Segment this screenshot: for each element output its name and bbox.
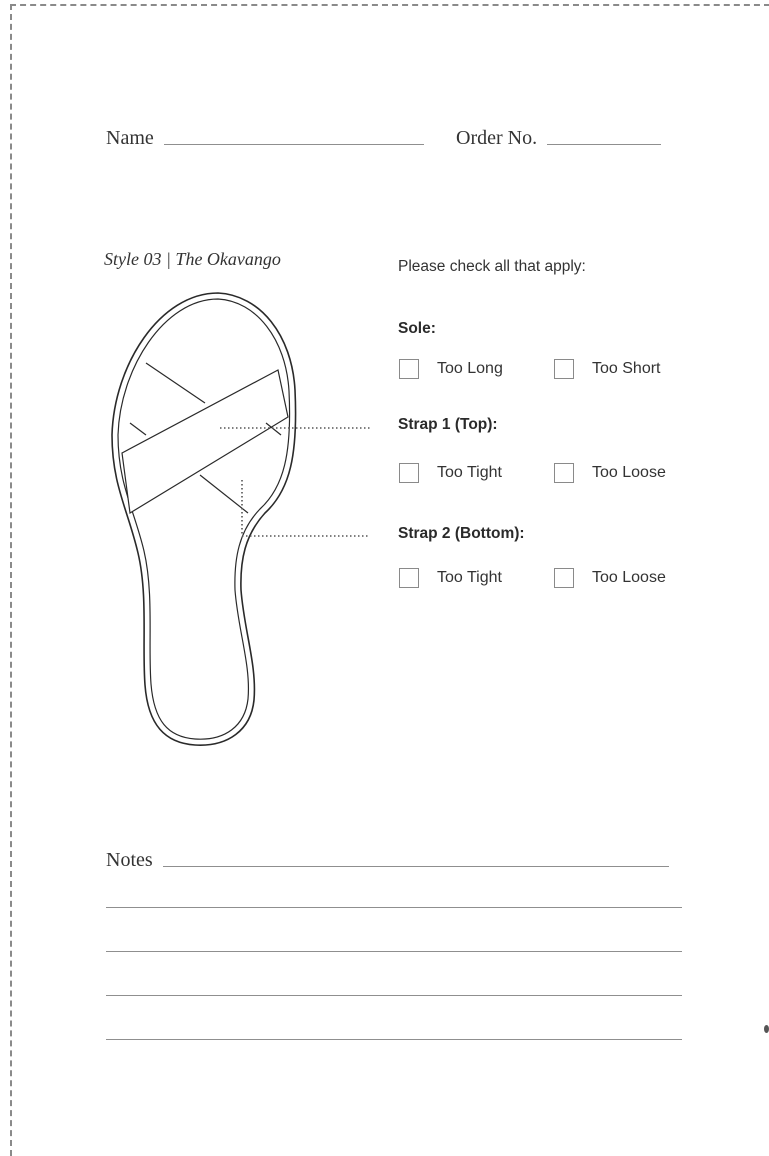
name-label: Name [106,127,154,149]
strap1-too-tight-label: Too Tight [437,464,502,481]
sole-too-short-label: Too Short [592,360,661,377]
edge-mark [764,1025,769,1033]
strap1-section-label: Strap 1 (Top): [398,416,498,433]
style-title: Style 03 | The Okavango [104,249,281,269]
strap-2-edge-a [146,363,205,403]
name-field[interactable] [106,128,424,148]
strap2-too-tight-label: Too Tight [437,569,502,586]
strap-2-edge-b [130,423,146,435]
strap1-too-tight-checkbox[interactable] [399,463,419,483]
strap2-too-loose-option[interactable] [554,568,666,588]
strap1-too-loose-option[interactable] [554,463,666,483]
notes-line-4[interactable] [106,995,682,996]
order-number-label: Order No. [456,127,538,149]
sole-too-short-option[interactable] [554,359,660,379]
notes-line-1[interactable] [163,866,669,867]
strap1-too-loose-checkbox[interactable] [554,463,574,483]
sole-too-long-label: Too Long [437,360,503,377]
notes-field[interactable] [106,850,669,870]
strap2-too-tight-checkbox[interactable] [399,568,419,588]
sole-too-long-option[interactable] [399,359,503,379]
strap1-too-tight-option[interactable] [399,463,502,483]
strap2-section-label: Strap 2 (Bottom): [398,525,525,542]
sole-section-label: Sole: [398,320,436,337]
instructions: Please check all that apply: [398,258,586,275]
order-number-field[interactable] [456,128,661,148]
name-line[interactable] [164,144,424,145]
strap2-too-loose-checkbox[interactable] [554,568,574,588]
sole-too-long-checkbox[interactable] [399,359,419,379]
notes-line-3[interactable] [106,951,682,952]
strap2-too-tight-option[interactable] [399,568,502,588]
cut-line-left [10,4,12,1156]
leader-lines [218,420,378,545]
order-number-line[interactable] [547,144,661,145]
strap2-too-loose-label: Too Loose [592,569,666,586]
notes-label: Notes [106,849,153,871]
notes-line-2[interactable] [106,907,682,908]
cut-line-top [10,4,769,6]
sole-too-short-checkbox[interactable] [554,359,574,379]
strap1-too-loose-label: Too Loose [592,464,666,481]
notes-line-5[interactable] [106,1039,682,1040]
